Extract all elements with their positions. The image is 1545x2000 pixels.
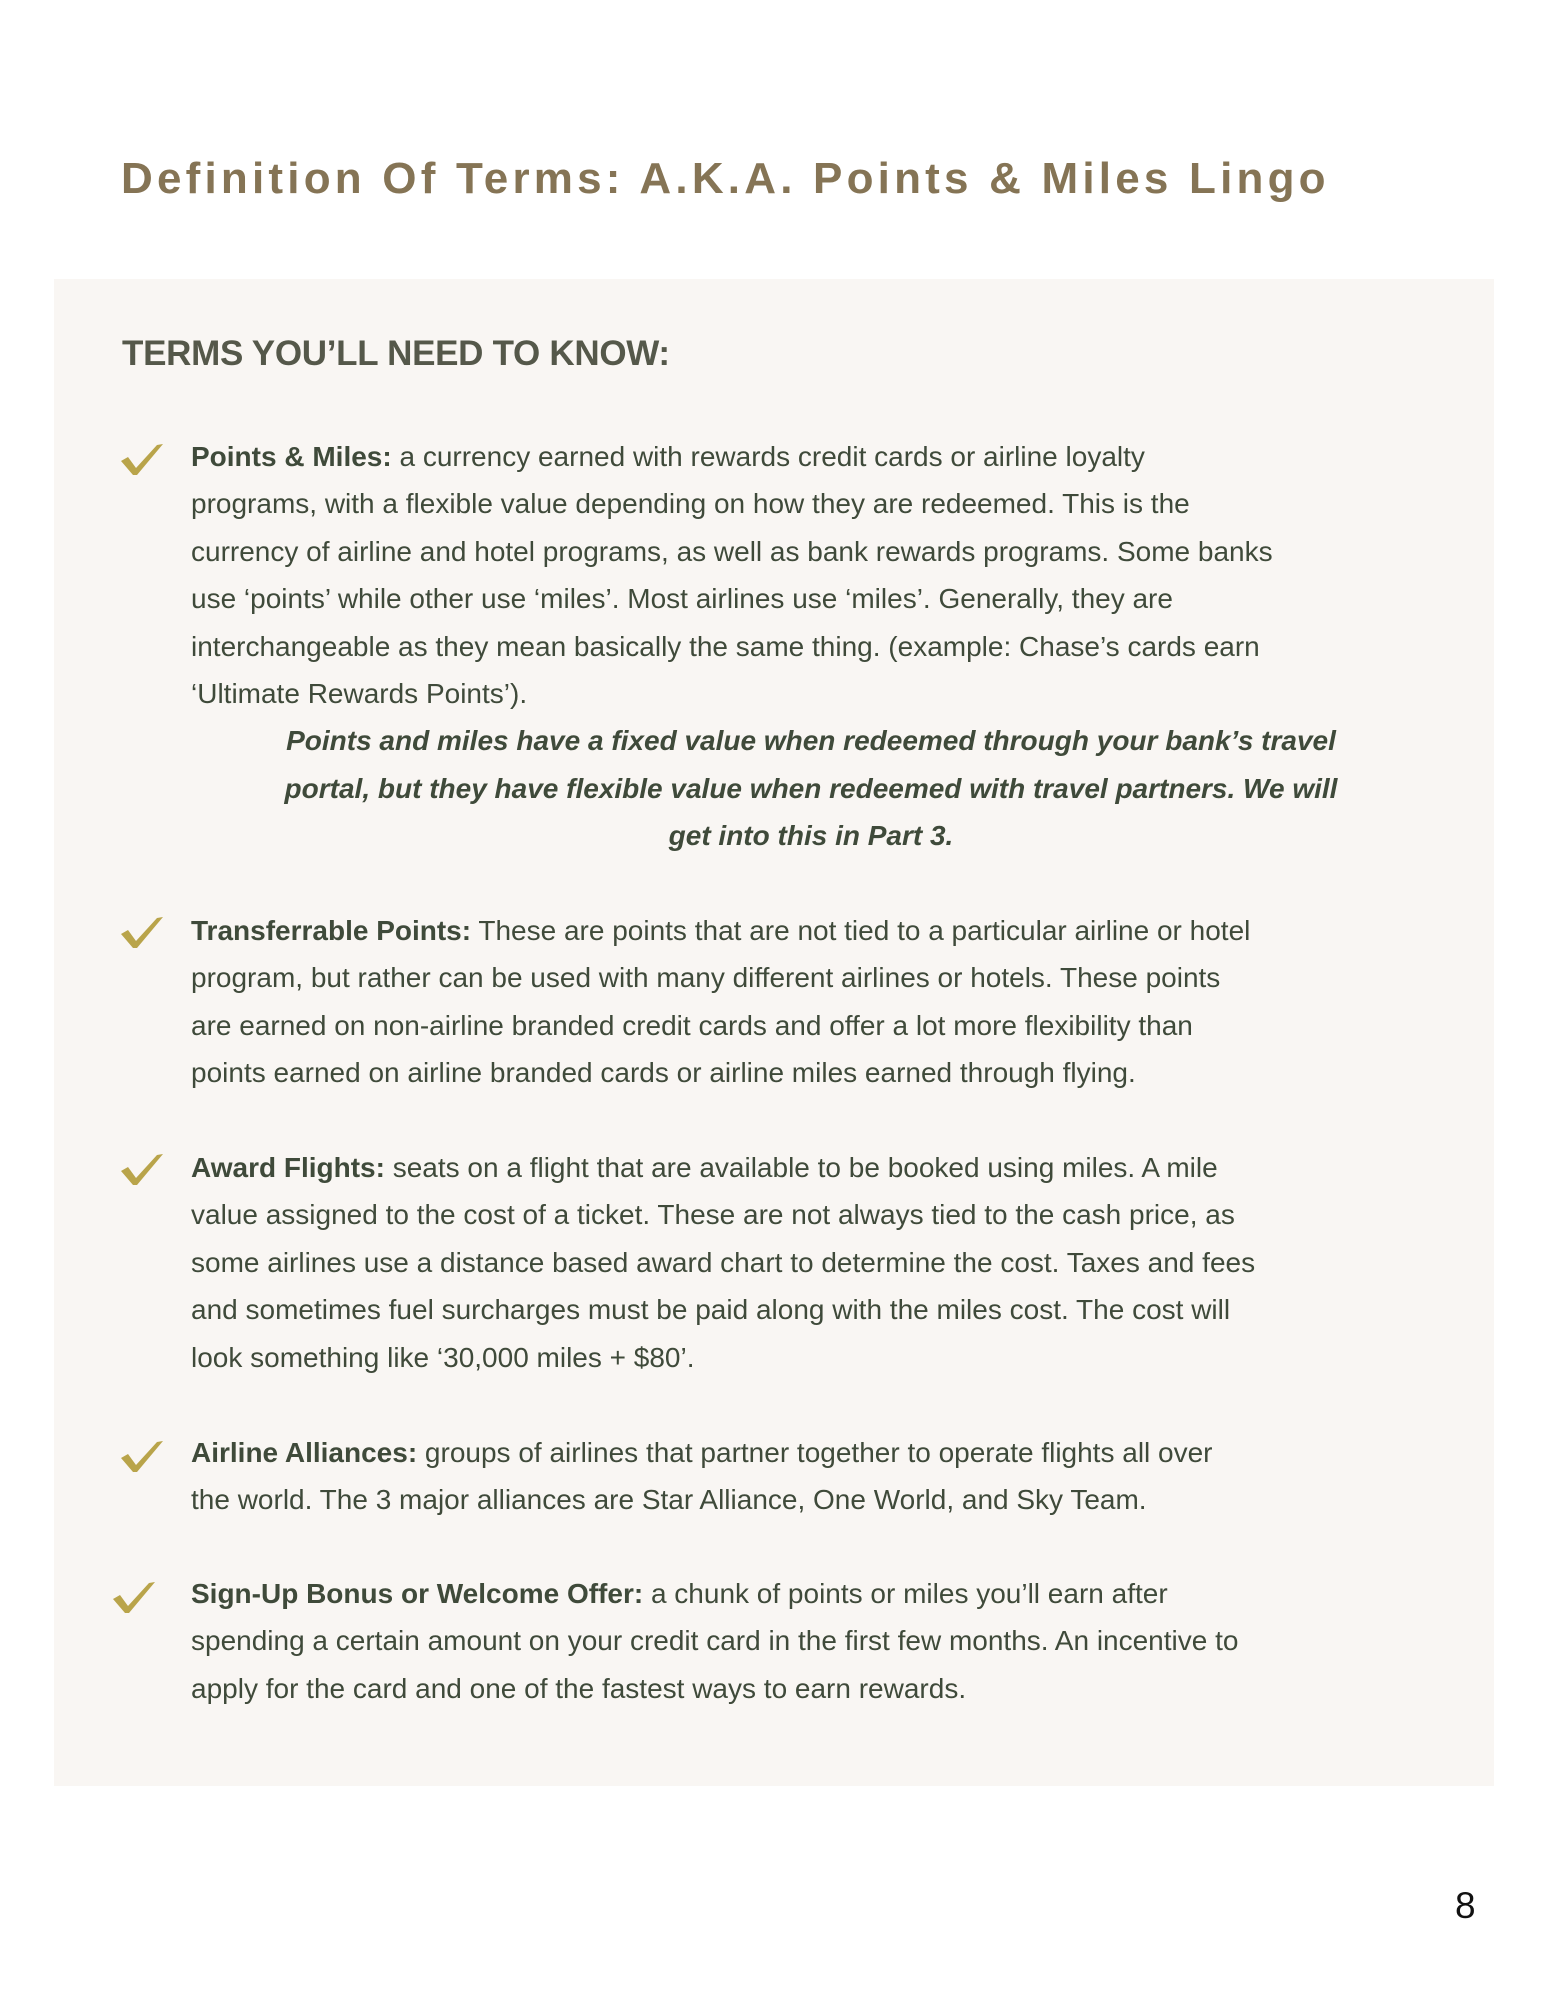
term-line — [191, 1429, 1431, 1476]
checkmark-icon — [121, 1439, 163, 1473]
term-name: Points & Miles: — [191, 441, 392, 472]
term-definition: a chunk of points or miles you’ll earn after — [643, 1578, 1168, 1609]
term-line: the world. The 3 major alliances are Star Alliance, One World, and Sky Team. — [191, 1484, 1147, 1516]
term-line — [191, 907, 1431, 954]
term-name: Award Flights: — [191, 1152, 385, 1183]
term-line: interchangeable as they mean basically the same thing. (example: Chase’s cards earn — [191, 630, 1260, 662]
term-line — [191, 1570, 1431, 1617]
term-line: some airlines use a distance based award chart to determine the cost. Taxes and fees — [191, 1246, 1256, 1278]
term-name: Transferrable Points: — [191, 915, 472, 946]
term-line: look something like ‘30,000 miles + $80’. — [191, 1341, 695, 1373]
term-line: value assigned to the cost of a ticket. These are not always tied to the cash price, as — [191, 1199, 1235, 1231]
term-line — [191, 433, 1431, 480]
term-note: get into this in Part 3. — [668, 820, 954, 852]
term-airline-alliances — [191, 1429, 1431, 1524]
term-name: Sign-Up Bonus or Welcome Offer: — [191, 1578, 644, 1609]
term-line: program, but rather can be used with many different airlines or hotels. These points — [191, 962, 1221, 994]
term-award-flights — [191, 1144, 1431, 1381]
term-line: points earned on airline branded cards or airline miles earned through flying. — [191, 1057, 1136, 1089]
term-sign-up-bonus — [191, 1570, 1431, 1712]
terms-heading: TERMS YOU’LL NEED TO KNOW: — [122, 334, 670, 373]
term-definition: a currency earned with rewards credit cards or airline loyalty — [391, 441, 1145, 472]
term-definition: groups of airlines that partner together to operate flights all over — [417, 1437, 1213, 1468]
term-definition: seats on a flight that are available to be booked using miles. A mile — [384, 1152, 1218, 1183]
page-number: 8 — [1455, 1885, 1476, 1926]
checkmark-icon — [121, 442, 163, 476]
term-line: apply for the card and one of the fastest ways to earn rewards. — [191, 1672, 967, 1704]
term-line: ‘Ultimate Rewards Points’). — [191, 677, 528, 709]
term-line: spending a certain amount on your credit card in the first few months. An incentive to — [191, 1625, 1239, 1657]
term-line: use ‘points’ while other use ‘miles’. Most airlines use ‘miles’. Generally, they are — [191, 583, 1173, 615]
term-name: Airline Alliances: — [191, 1437, 418, 1468]
term-line: are earned on non-airline branded credit cards and offer a lot more flexibility than — [191, 1009, 1193, 1041]
term-transferrable-points — [191, 907, 1431, 1097]
term-note: portal, but they have flexible value when redeemed with travel partners. We will — [284, 772, 1338, 804]
term-line: currency of airline and hotel programs, as well as bank rewards programs. Some banks — [191, 535, 1273, 567]
page-title: Definition Of Terms: A.K.A. Points & Miles Lingo — [121, 154, 1330, 203]
term-note: Points and miles have a fixed value when redeemed through your bank’s travel — [286, 725, 1336, 757]
checkmark-icon — [113, 1580, 155, 1614]
term-definition: These are points that are not tied to a particular airline or hotel — [471, 915, 1251, 946]
term-line: programs, with a flexible value depending on how they are redeemed. This is the — [191, 488, 1190, 520]
checkmark-icon — [121, 915, 163, 949]
term-line — [191, 1144, 1431, 1191]
term-line: and sometimes fuel surcharges must be paid along with the miles cost. The cost will — [191, 1294, 1231, 1326]
checkmark-icon — [121, 1152, 163, 1186]
term-points-and-miles — [191, 433, 1431, 860]
